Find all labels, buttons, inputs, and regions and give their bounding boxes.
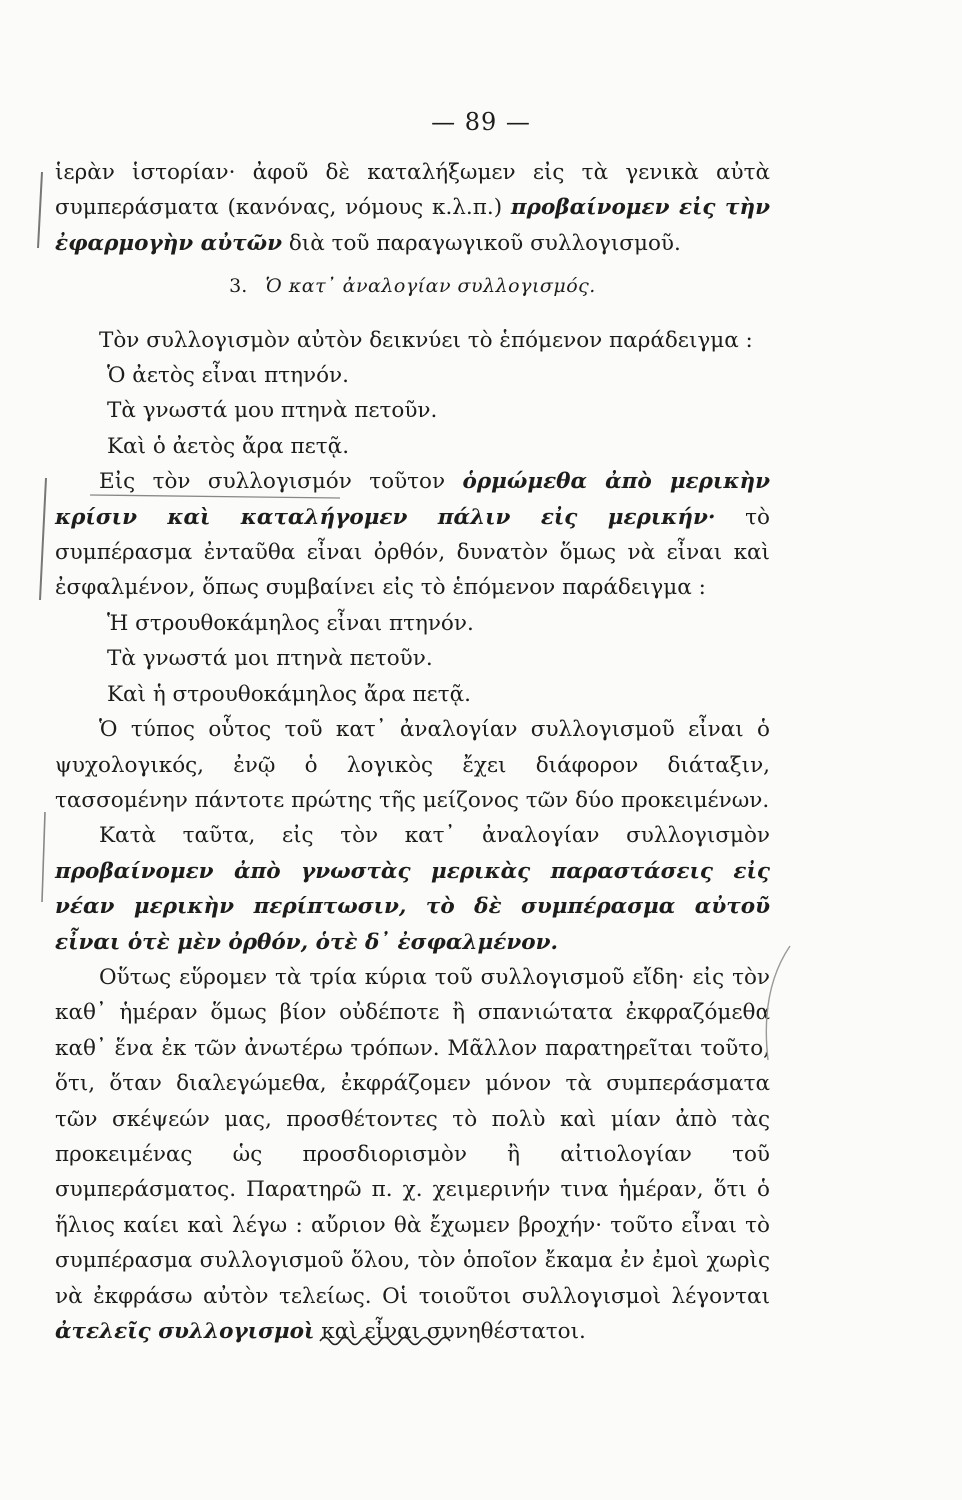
paragraph-4: Ὁ τύπος οὗτος τοῦ κατ᾽ ἀναλογίαν συλλογισμοῦ εἶναι ὁ ψυχολογικός, ἐνῷ ὁ λογικὸς ἔχει διάφορον διάταξιν, τασσομένην πάντοτε πρώτης τῆς μείζονος τῶν δύο προκειμένων.	[55, 717, 770, 813]
example-line: Τὰ γνωστά μοι πτηνὰ πετοῦν.	[107, 646, 433, 672]
example-line: Ἡ στρουθοκάμηλος εἶναι πτηνόν.	[107, 610, 474, 636]
example-line: Καὶ ὁ ἀετὸς ἄρα πετᾷ.	[107, 433, 350, 459]
bold-phrase: ὁρμώμεθα ἀπὸ μερικὴν κρίσιν καὶ καταλήγομεν πάλιν εἰς μερικήν·	[55, 469, 770, 530]
example-line: Τὰ γνωστά μου πτηνὰ πετοῦν.	[107, 398, 438, 424]
bold-phrase: προβαίνομεν ἀπὸ γνωστὰς μερικὰς παραστάσεις εἰς νέαν μερικὴν περίπτωσιν, τὸ δὲ συμπέρασμα αὐτοῦ εἶναι ὁτὲ μὲν ὀρθόν, ὁτὲ δ᾽ ἐσφαλμένον.	[55, 858, 770, 955]
section-number: 3.	[229, 275, 248, 298]
page-body	[55, 155, 770, 1349]
paragraph-1: ἱερὰν ἱστορίαν· ἀφοῦ δὲ καταλήξωμεν εἰς τὰ γενικὰ αὐτὰ συμπεράσματα (κανόνας, νόμους κ.λ.π.) προβαίνομεν εἰς τὴν ἐφαρμογὴν αὐτῶν διὰ τοῦ παραγωγικοῦ συλλογισμοῦ.	[55, 160, 770, 256]
bold-phrase: ἀτελεῖς συλλογισμοὶ	[55, 1319, 315, 1344]
paragraph-5: Κατὰ ταῦτα, εἰς τὸν κατ᾽ ἀναλογίαν συλλογισμὸν προβαίνομεν ἀπὸ γνωστὰς μερικὰς παραστάσεις εἰς νέαν μερικὴν περίπτωσιν, τὸ δὲ συμπέρασμα αὐτοῦ εἶναι ὁτὲ μὲν ὀρθόν, ὁτὲ δ᾽ ἐσφαλμένον.	[55, 823, 770, 955]
example-line: Ὁ ἀετὸς εἶναι πτηνόν.	[107, 363, 349, 389]
section-heading	[55, 269, 770, 304]
bold-phrase: προβαίνομεν εἰς τὴν ἐφαρμογὴν αὐτῶν	[55, 195, 770, 256]
section-title: Ὁ κατ᾽ ἀναλογίαν συλλογισμός.	[265, 275, 596, 298]
example-line: Καὶ ἡ στρουθοκάμηλος ἄρα πετᾷ.	[107, 681, 471, 707]
paragraph-6: Οὕτως εὕρομεν τὰ τρία κύρια τοῦ συλλογισμοῦ εἴδη· εἰς τὸν καθ᾽ ἡμέραν ὅμως βίον οὐδέποτε ἢ σπανιώτατα ἐκφραζόμεθα καθ᾽ ἕνα ἐκ τῶν ἀνωτέρω τρόπων. Μᾶλλον παρατηρεῖται τοῦτο, ὅτι, ὅταν διαλεγώμεθα, ἐκφράζομεν μόνον τὰ συμπεράσματα τῶν σκέψεών μας, προσθέτοντες τὸ πολὺ καὶ μίαν ἀπὸ τὰς προκειμένας ὡς προσδιορισμὸν ἢ αἰτιολογίαν τοῦ συμπεράσματος. Παρατηρῶ π. χ. χειμερινήν τινα ἡμέραν, ὅτι ὁ ἥλιος καίει καὶ λέγω : αὔριον θὰ ἔχωμεν βροχήν· τοῦτο εἶναι τὸ συμπέρασμα συλλογισμοῦ ὅλου, τὸν ὁποῖον ἔκαμα ἐν ἐμοὶ χωρὶς νὰ ἐκφράσω αὐτὸν τελείως. Οἱ τοιοῦτοι συλλογισμοὶ λέγονται ἀτελεῖς συλλογισμοὶ καὶ εἶναι συνηθέστατοι.	[55, 964, 770, 1344]
paragraph-3: Εἰς τὸν συλλογισμόν τοῦτον ὁρμώμεθα ἀπὸ μερικὴν κρίσιν καὶ καταλήγομεν πάλιν εἰς μερικήν· τὸ συμπέρασμα ἐνταῦθα εἶναι ὀρθόν, δυνατὸν ὅμως νὰ εἶναι καὶ ἐσφαλμένον, ὅπως συμβαίνει εἰς τὸ ἑπόμενον παράδειγμα :	[55, 469, 770, 601]
page-number: — 89 —	[431, 108, 531, 136]
paragraph-2: Τὸν συλλογισμὸν αὐτὸν δεικνύει τὸ ἑπόμενον παράδειγμα :	[99, 327, 753, 353]
end-ornament	[318, 1332, 458, 1350]
